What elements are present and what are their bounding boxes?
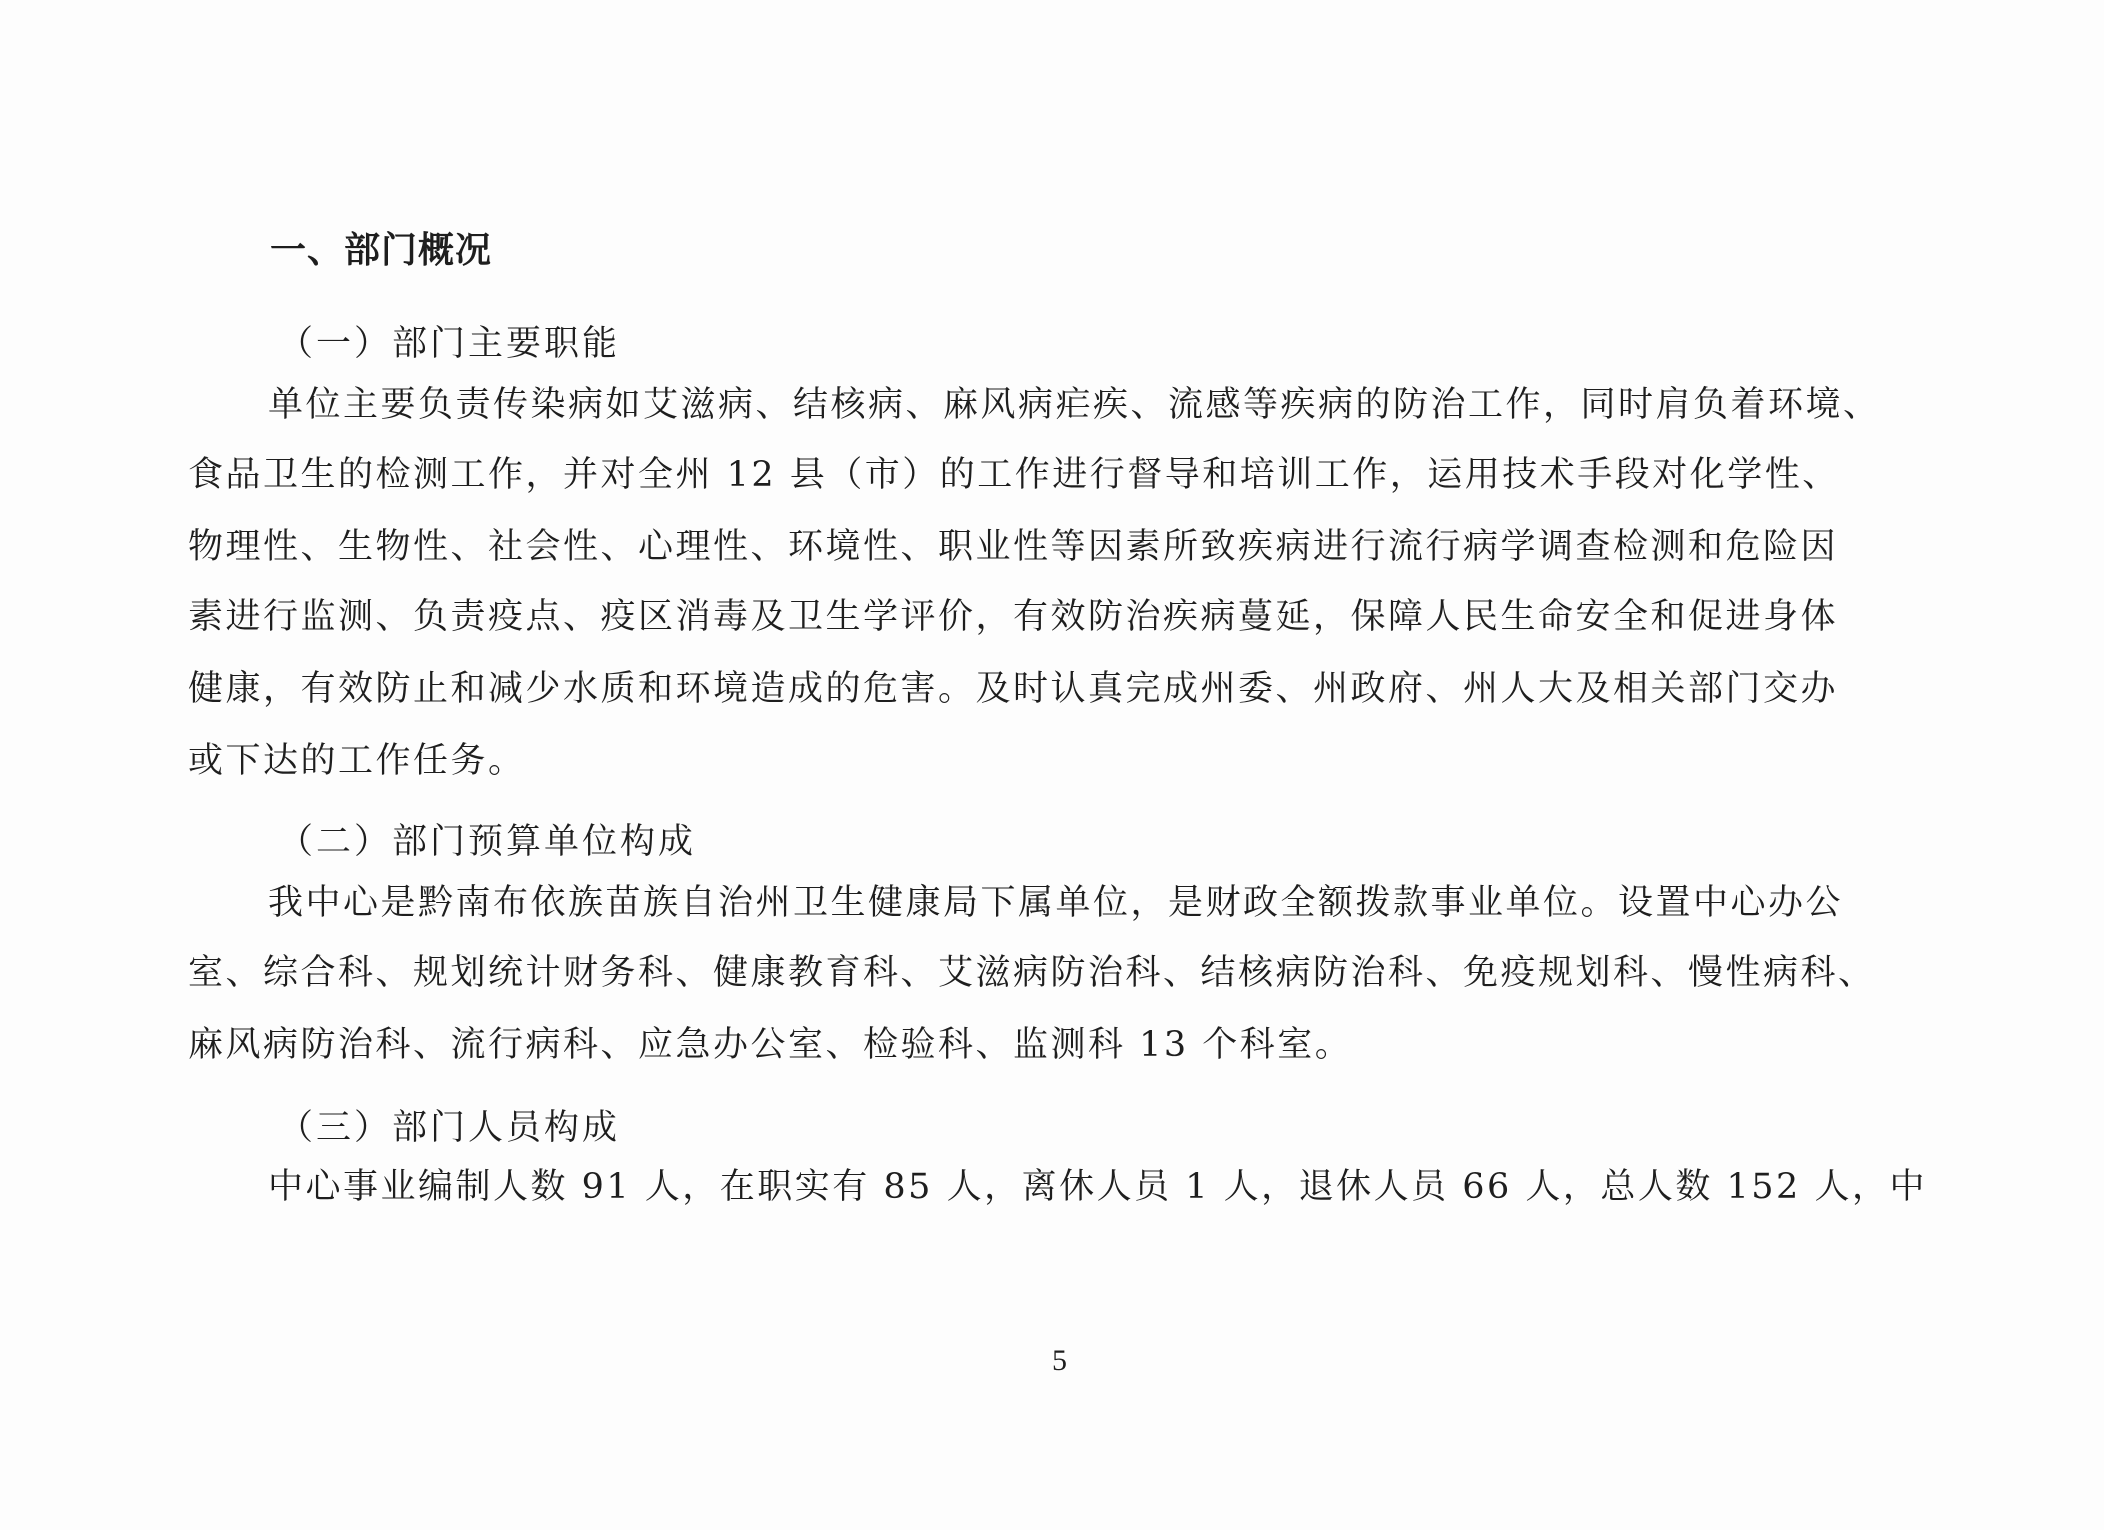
section-heading: 一、部门概况	[270, 230, 493, 271]
paragraph-line: 室、综合科、规划统计财务科、健康教育科、艾滋病防治科、结核病防治科、免疫规划科、慢性病科、	[188, 953, 1876, 993]
page-number: 5	[1052, 1344, 1067, 1377]
paragraph-line: 物理性、生物性、社会性、心理性、环境性、职业性等因素所致疾病进行流行病学调查检测和危险因	[188, 527, 1839, 567]
subsection-title-budget-units: （二）部门预算单位构成	[278, 822, 697, 862]
paragraph-line: 或下达的工作任务。	[188, 741, 526, 781]
paragraph-line: 素进行监测、负责疫点、疫区消毒及卫生学评价，有效防治疾病蔓延，保障人民生命安全和促进身体	[188, 597, 1839, 637]
paragraph-line: 我中心是黔南布依族苗族自治州卫生健康局下属单位，是财政全额拨款事业单位。设置中心办公	[268, 883, 1844, 923]
paragraph-line: 中心事业编制人数 91 人，在职实有 85 人，离休人员 1 人，退休人员 66 人，总人数 152 人，中	[268, 1167, 1927, 1207]
paragraph-line: 食品卫生的检测工作，并对全州 12 县（市）的工作进行督导和培训工作，运用技术手段对化学性、	[188, 455, 1840, 495]
paragraph-line: 麻风病防治科、流行病科、应急办公室、检验科、监测科 13 个科室。	[188, 1025, 1353, 1065]
paragraph-line: 单位主要负责传染病如艾滋病、结核病、麻风病疟疾、流感等疾病的防治工作，同时肩负着环境、	[268, 385, 1881, 425]
subsection-title-staffing: （三）部门人员构成	[278, 1108, 621, 1148]
subsection-title-functions: （一）部门主要职能	[278, 324, 621, 364]
paragraph-line: 健康，有效防止和减少水质和环境造成的危害。及时认真完成州委、州政府、州人大及相关部门交办	[188, 669, 1839, 709]
